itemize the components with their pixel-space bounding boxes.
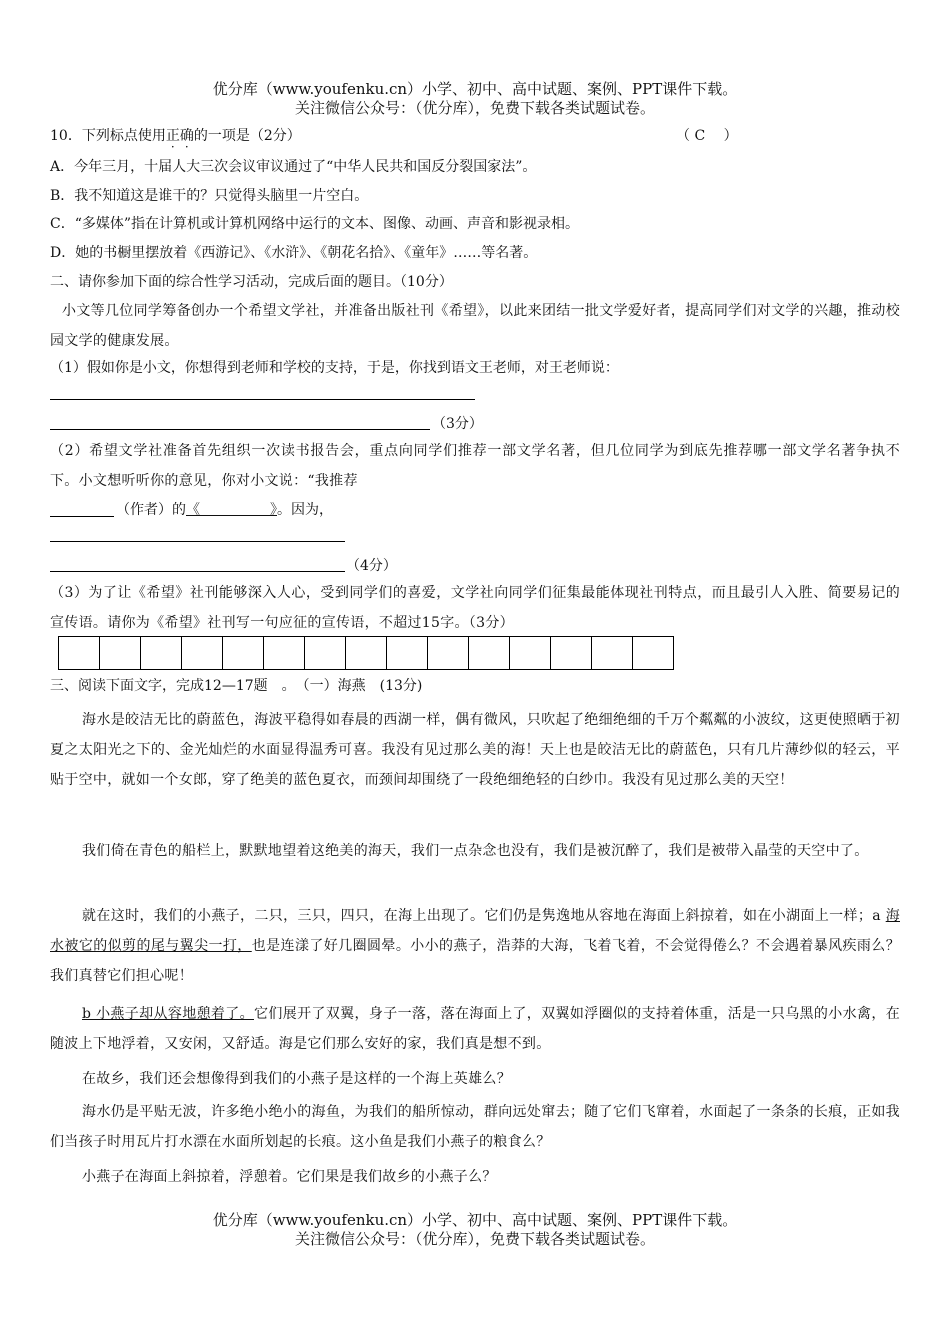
slogan-cell[interactable] — [140, 637, 181, 669]
q2-prompt: （2）希望文学社准备首先组织一次读书报告会，重点向同学们推荐一部文学名著，但几位同学为到底先推荐哪一部文学名著争执不下。小文想听听你的意见，你对小文说：“我推荐 — [50, 443, 900, 489]
passage-paragraph-5: 在故乡，我们还会想像得到我们的小燕子是这样的一个海上英雄么？ — [82, 1071, 511, 1087]
q10-option-c: C．“多媒体”指在计算机或计算机网络中运行的文本、图像、动画、声音和影视录相。 — [50, 216, 580, 232]
q2-book-blank: 《 》 — [186, 502, 277, 518]
slogan-cell[interactable] — [263, 637, 304, 669]
author-blank — [50, 516, 114, 517]
slogan-cell[interactable] — [550, 637, 591, 669]
q3-prompt: （3）为了让《希望》社刊能够深入人心，受到同学们的喜爱，文学社向同学们征集最能体现社刊特点，而且最引人入胜、简要易记的宣传语。请你为《希望》社刊写一句应征的宣传语，不超过15字。（3分） — [50, 585, 900, 631]
q10-stem-b: 的一项是（2分） — [193, 128, 301, 144]
passage-paragraph-1: 海水是皎洁无比的蔚蓝色，海波平稳得如春晨的西湖一样，偶有微风，只吹起了绝细绝细的千万个粼粼的小波纹，这更使照晒于初夏之太阳光之下的、金光灿烂的水面显得温秀可喜。我没有见过那么美的海！天上也是皎洁无比的蔚蓝色，只有几片薄纱似的轻云，平贴于空中，就如一个女郎，穿了绝美的蓝色夏衣，而颈间却围绕了一段绝细绝轻的白纱巾。我没有见过那么美的天空！ — [50, 712, 900, 788]
footer-line-1: 优分库（www.youfenku.cn）小学、初中、高中试题、案例、PPT课件下载。 — [212, 1211, 738, 1229]
q10-option-d: D．她的书橱里摆放着《西游记》、《水浒》、《朝花名拾》、《童年》……等名著。 — [50, 245, 538, 261]
q2-line — [116, 500, 333, 520]
answer-line — [50, 541, 345, 542]
p3-text-a: 就在这时，我们的小燕子，二只，三只，四只，在海上出现了。它们仍是隽逸地从容地在海面上斜掠着，如在小湖面上一样；a — [82, 908, 886, 924]
q10-option-b: B．我不知道这是谁干的？只觉得头脑里一片空白。 — [50, 188, 369, 204]
section2-title: 二、请你参加下面的综合性学习活动，完成后面的题目。（10分） — [50, 274, 453, 290]
answer-line — [50, 399, 475, 400]
slogan-cell[interactable] — [591, 637, 632, 669]
passage-paragraph-2: 我们倚在青色的船栏上，默默地望着这绝美的海天，我们一点杂念也没有，我们是被沉醉了，我们是被带入晶莹的天空中了。 — [82, 843, 869, 859]
q10-emphasis-1: 正 — [165, 128, 180, 144]
slogan-cell[interactable] — [468, 637, 509, 669]
slogan-cell[interactable] — [345, 637, 386, 669]
section2-intro: 小文等几位同学筹备创办一个希望文学社，并准备出版社刊《希望》，以此来团结一批文学爱好者，提高同学们对文学的兴趣，推动校园文学的健康发展。 — [50, 303, 900, 349]
q1-prompt: （1）假如你是小文，你想得到老师和学校的支持，于是，你找到语文王老师，对王老师说： — [50, 360, 619, 376]
q2-author-label: （作者）的 — [116, 502, 186, 518]
slogan-cell[interactable] — [59, 637, 99, 669]
slogan-cell[interactable] — [304, 637, 345, 669]
q10-stem — [50, 126, 301, 146]
q2-because: 。因为， — [277, 502, 333, 518]
p4-underlined-b: b 小燕子却从容地憩着了。 — [82, 1006, 254, 1022]
passage-paragraph-3 — [50, 901, 900, 991]
slogan-cell[interactable] — [181, 637, 222, 669]
slogan-cell[interactable] — [509, 637, 550, 669]
answer-line — [50, 429, 430, 430]
passage-paragraph-7: 小燕子在海面上斜掠着，浮憩着。它们果是我们故乡的小燕子么？ — [82, 1169, 497, 1185]
q10-answer: （ C ） — [676, 128, 738, 144]
slogan-cell[interactable] — [99, 637, 140, 669]
header-line-2: 关注微信公众号：（优分库），免费下载各类试题试卷。 — [294, 99, 655, 117]
slogan-grid[interactable] — [58, 636, 674, 670]
p3-underlined-a: 海水被它的似剪的尾与翼尖一打， — [50, 908, 900, 954]
slogan-cell[interactable] — [222, 637, 263, 669]
p3-text-b: 也是连漾了好几圈圆晕。小小的燕子，浩莽的大海，飞着飞着，不会觉得倦么？不会遇着暴风疾雨么？我们真替它们担心呢！ — [50, 938, 901, 984]
slogan-cell[interactable] — [632, 637, 673, 669]
q1-score: （3分） — [432, 416, 483, 432]
answer-line — [50, 571, 345, 572]
passage-paragraph-4 — [50, 999, 900, 1059]
q2-score: （4分） — [346, 558, 397, 574]
footer-line-2: 关注微信公众号：（优分库），免费下载各类试题试卷。 — [294, 1230, 655, 1248]
slogan-cell[interactable] — [427, 637, 468, 669]
q10-stem-a: 10．下列标点使用 — [50, 128, 166, 144]
section3-title: 三、阅读下面文字，完成12—17题 。 （一）海燕 (13分) — [50, 678, 423, 694]
q10-option-a: A．今年三月，十届人大三次会议审议通过了“中华人民共和国反分裂国家法”。 — [50, 159, 537, 175]
p4-text: 它们展开了双翼，身子一落，落在海面上了，双翼如浮圈似的支持着体重，活是一只乌黑的小水禽，在随波上下地浮着，又安闲，又舒适。海是它们那么安好的家，我们真是想不到。 — [50, 1006, 901, 1052]
header-line-1: 优分库（www.youfenku.cn）小学、初中、高中试题、案例、PPT课件下载。 — [212, 80, 738, 98]
passage-paragraph-6: 海水仍是平贴无波，许多绝小绝小的海鱼，为我们的船所惊动，群向远处窜去；随了它们飞窜着，水面起了一条条的长痕，正如我们当孩子时用瓦片打水漂在水面所划起的长痕。这小鱼是我们小燕子的粮食么？ — [50, 1104, 900, 1150]
q10-emphasis-2: 确 — [179, 128, 194, 144]
slogan-cell[interactable] — [386, 637, 427, 669]
